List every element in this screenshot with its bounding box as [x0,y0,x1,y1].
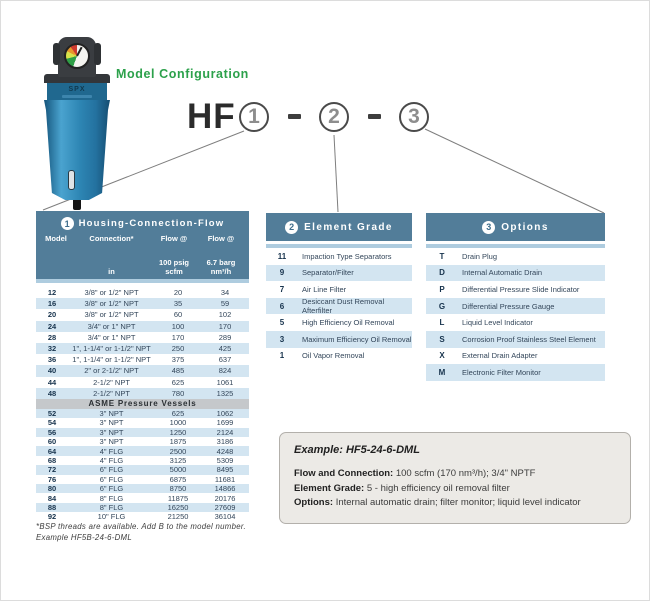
table-row [426,298,605,315]
example-options-value: Internal automatic drain; filter monitor; liquid level indicator [333,497,581,509]
model-number-diagram [1,97,650,141]
table-row [266,298,412,315]
pressure-indicator-housing [58,37,96,77]
connection-cell: 1", 1-1/4" or 1-1/2" NPT [72,344,151,354]
model-cell: 72 [47,465,57,475]
scfm-cell: 21250 [167,512,189,522]
table-row [36,437,249,446]
nm3h-cell: 1061 [216,377,234,387]
code-cell: L [439,318,445,328]
table-row [426,281,605,298]
table-row [36,428,249,437]
nm3h-cell: 1062 [216,409,234,419]
model-cell: 20 [47,310,57,320]
table-row [266,281,412,298]
connection-cell: 6" FLG [99,465,124,475]
scfm-cell: 11875 [167,493,189,503]
example-flow-line [294,467,616,482]
label-cell: Desiccant Dust Removal Afterfilter [302,297,385,316]
dash-separator [368,114,381,119]
circle-2: 2 [319,102,349,132]
nm3h-cell: 11681 [214,474,236,484]
table-row [266,331,412,348]
table-row [36,309,249,320]
model-cell: 54 [47,418,57,428]
connection-cell: 6" FLG [99,474,124,484]
table-row [426,331,605,348]
connection-cell: 1", 1-1/4" or 1-1/2" NPT [72,355,151,365]
label-cell: Corrosion Proof Stainless Steel Element [462,334,596,344]
table-row [36,484,249,493]
connection-cell: 3/4" or 1" NPT [87,332,136,342]
code-cell: P [439,284,445,294]
table-row [36,418,249,427]
connection-cell: 2-1/2" NPT [93,388,130,398]
scfm-cell: 60 [173,310,183,320]
scfm-cell: 8750 [169,484,187,494]
nm3h-cell: 8495 [216,465,234,475]
scfm-cell: 2500 [169,446,187,456]
col-flow2-unit: nm³/h [210,267,232,276]
code-cell: 3 [279,334,285,344]
dash-separator [288,114,301,119]
model-cell: 64 [47,446,57,456]
connection-cell: 6" FLG [99,484,124,494]
options-table [426,213,605,381]
label-cell: Separator/Filter [302,268,354,278]
model-cell: 12 [47,288,57,298]
nm3h-cell: 824 [218,366,232,376]
example-options-line [294,496,616,511]
label-cell: Liquid Level Indicator [462,318,533,328]
scfm-cell: 780 [171,388,185,398]
connection-cell: 2-1/2" NPT [93,377,130,387]
col-flow1: Flow @ [160,234,188,243]
table1-number-badge: 1 [61,217,74,230]
col-flow2: Flow @ [207,234,235,243]
model-cell: 84 [47,493,57,503]
table-row [36,409,249,418]
table-row [36,321,249,332]
scfm-cell: 625 [171,409,185,419]
scfm-cell: 35 [173,299,183,309]
table-row [426,314,605,331]
housing-connection-flow-table [36,211,249,522]
table3-title [426,213,605,241]
asme-rows [36,409,249,522]
model-cell: 48 [47,388,57,398]
col-model: Model [45,234,67,243]
table2-title-text: Element Grade [304,221,393,233]
table-row [36,388,249,399]
bsp-footnote [36,522,266,543]
model-cell: 60 [47,437,57,447]
connection-cell: 4" FLG [99,456,124,466]
table-row [426,348,605,365]
example-grade-value: 5 - high efficiency oil removal filter [364,482,510,494]
table3-title-text: Options [501,221,549,233]
code-cell: 5 [279,318,285,328]
nm3h-cell: 34 [220,288,230,298]
model-cell: 80 [47,484,57,494]
model-cell: 88 [47,502,57,512]
code-cell: D [439,268,445,278]
nm3h-cell: 170 [218,321,232,331]
label-cell: External Drain Adapter [462,351,538,361]
table-row [426,265,605,282]
nm3h-cell: 20176 [214,493,236,503]
nm3h-cell: 27609 [214,502,236,512]
model-cell: 36 [47,355,57,365]
model-prefix: HF [187,97,236,136]
table2-number-badge: 2 [285,221,298,234]
code-cell: T [439,251,445,261]
table2-title [266,213,412,241]
table-row [426,364,605,381]
model-cell: 24 [47,321,57,331]
element-grade-table [266,213,412,364]
code-cell: G [438,301,446,311]
nm3h-cell: 1699 [216,418,234,428]
example-grade-label: Element Grade: [294,482,365,494]
scfm-cell: 16250 [167,502,189,512]
table-row [36,503,249,512]
model-cell: 76 [47,474,57,484]
connection-cell: 4" FLG [99,446,124,456]
connection-cell: 8" FLG [99,493,124,503]
table-row [36,446,249,455]
connection-cell: 3/8" or 1/2" NPT [84,288,139,298]
table-row [36,465,249,474]
nm3h-cell: 102 [218,310,232,320]
element-grade-rows [266,248,412,364]
scfm-cell: 3125 [169,456,187,466]
table-row [266,314,412,331]
connection-cell: 10" FLG [97,512,126,522]
table-row [266,248,412,265]
label-cell: High Efficiency Oil Removal [302,318,395,328]
table-row [36,512,249,521]
example-grade-line [294,482,616,497]
connection-cell: 2" or 2-1/2" NPT [84,366,139,376]
label-cell: Internal Automatic Drain [462,268,543,278]
connection-cell: 3" NPT [99,427,124,437]
gauge-needle [76,47,82,57]
code-cell: 7 [279,284,285,294]
nm3h-cell: 425 [218,344,232,354]
example-box [279,432,631,524]
nm3h-cell: 4248 [216,446,234,456]
asme-section-label: ASME Pressure Vessels [36,399,249,409]
table-row [36,287,249,298]
code-cell: 11 [277,251,287,261]
nm3h-cell: 1325 [216,388,234,398]
table-row [36,332,249,343]
table-row [36,354,249,365]
table1-title [40,215,245,234]
connection-cell: 3/8" or 1/2" NPT [84,310,139,320]
model-cell: 92 [47,512,57,522]
model-cell: 68 [47,456,57,466]
npt-rows [36,287,249,399]
table-row [426,248,605,265]
table-row [36,475,249,484]
label-cell: Electronic Filter Monitor [462,367,541,377]
brand-label: SPX [68,85,86,93]
nm3h-cell: 2124 [216,427,234,437]
scfm-cell: 625 [171,377,185,387]
table-row [36,456,249,465]
nm3h-cell: 14866 [214,484,236,494]
connection-cell: 3/4" or 1" NPT [87,321,136,331]
section-title: Model Configuration [116,67,249,81]
label-cell: Differential Pressure Gauge [462,301,555,311]
nm3h-cell: 637 [218,355,232,365]
connection-cell: 3/8" or 1/2" NPT [84,299,139,309]
scfm-cell: 170 [171,332,185,342]
label-cell: Differential Pressure Slide Indicator [462,284,580,294]
model-cell: 52 [47,409,57,419]
col-flow1-unit: scfm [165,267,183,276]
pressure-gauge-icon [64,43,90,69]
label-cell: Air Line Filter [302,284,347,294]
model-cell: 44 [47,377,57,387]
table-row [266,348,412,365]
label-cell: Drain Plug [462,251,498,261]
nm3h-cell: 3186 [216,437,234,447]
scfm-cell: 485 [171,366,185,376]
table-row [36,493,249,502]
example-title: Example: HF5-24-6-DML [294,444,420,456]
col-flow2-sub: 6.7 barg [206,258,236,267]
scfm-cell: 5000 [169,465,187,475]
table3-number-badge: 3 [482,221,495,234]
model-cell: 32 [47,344,57,354]
connection-cell: 8" FLG [99,502,124,512]
nm3h-cell: 36104 [214,512,236,522]
nm3h-cell: 5309 [216,456,234,466]
table-row [36,298,249,309]
code-cell: S [439,334,445,344]
label-cell: Oil Vapor Removal [302,351,365,361]
label-cell: Impaction Type Separators [302,251,392,261]
footnote-line-2: Example HF5B-24-6-DML [36,532,132,542]
circle-1: 1 [239,102,269,132]
table-row [266,265,412,282]
example-options-label: Options: [294,497,334,509]
model-cell: 28 [47,332,57,342]
code-cell: 6 [279,301,285,311]
model-cell: 16 [47,299,57,309]
table1-header [36,211,249,279]
table-row [36,365,249,376]
sight-glass [68,170,75,190]
code-cell: X [439,351,445,361]
scfm-cell: 250 [171,344,185,354]
table-row [36,377,249,388]
connection-cell: 3" NPT [99,418,124,428]
table1-column-headers [40,234,245,276]
table-row [36,343,249,354]
scfm-cell: 6875 [169,474,187,484]
options-rows [426,248,605,381]
connection-cell: 3" NPT [99,409,124,419]
example-flow-value: 100 scfm (170 nm³/h); 3/4" NPTF [393,468,536,479]
example-flow-label: Flow and Connection: [294,468,394,479]
code-cell: 9 [279,268,285,278]
model-cell: 56 [47,427,57,437]
col-connection: Connection* [89,234,134,243]
col-connection-unit: in [108,267,115,276]
scfm-cell: 20 [173,288,183,298]
scfm-cell: 1250 [169,427,187,437]
nm3h-cell: 59 [220,299,230,309]
code-cell: M [438,367,446,377]
code-cell: 1 [279,351,285,361]
model-cell: 40 [47,366,57,376]
footnote-line-1: *BSP threads are available. Add B to the model number. [36,522,246,531]
scfm-cell: 375 [171,355,185,365]
scfm-cell: 1875 [169,437,187,447]
drain-port [73,199,81,210]
nm3h-cell: 289 [218,332,232,342]
scfm-cell: 1000 [169,418,187,428]
col-flow1-sub: 100 psig [158,258,189,267]
circle-3: 3 [399,102,429,132]
scfm-cell: 100 [171,321,185,331]
connection-cell: 3" NPT [99,437,124,447]
table1-title-text: Housing-Connection-Flow [78,218,225,229]
label-cell: Maximum Efficiency Oil Removal [302,334,412,344]
